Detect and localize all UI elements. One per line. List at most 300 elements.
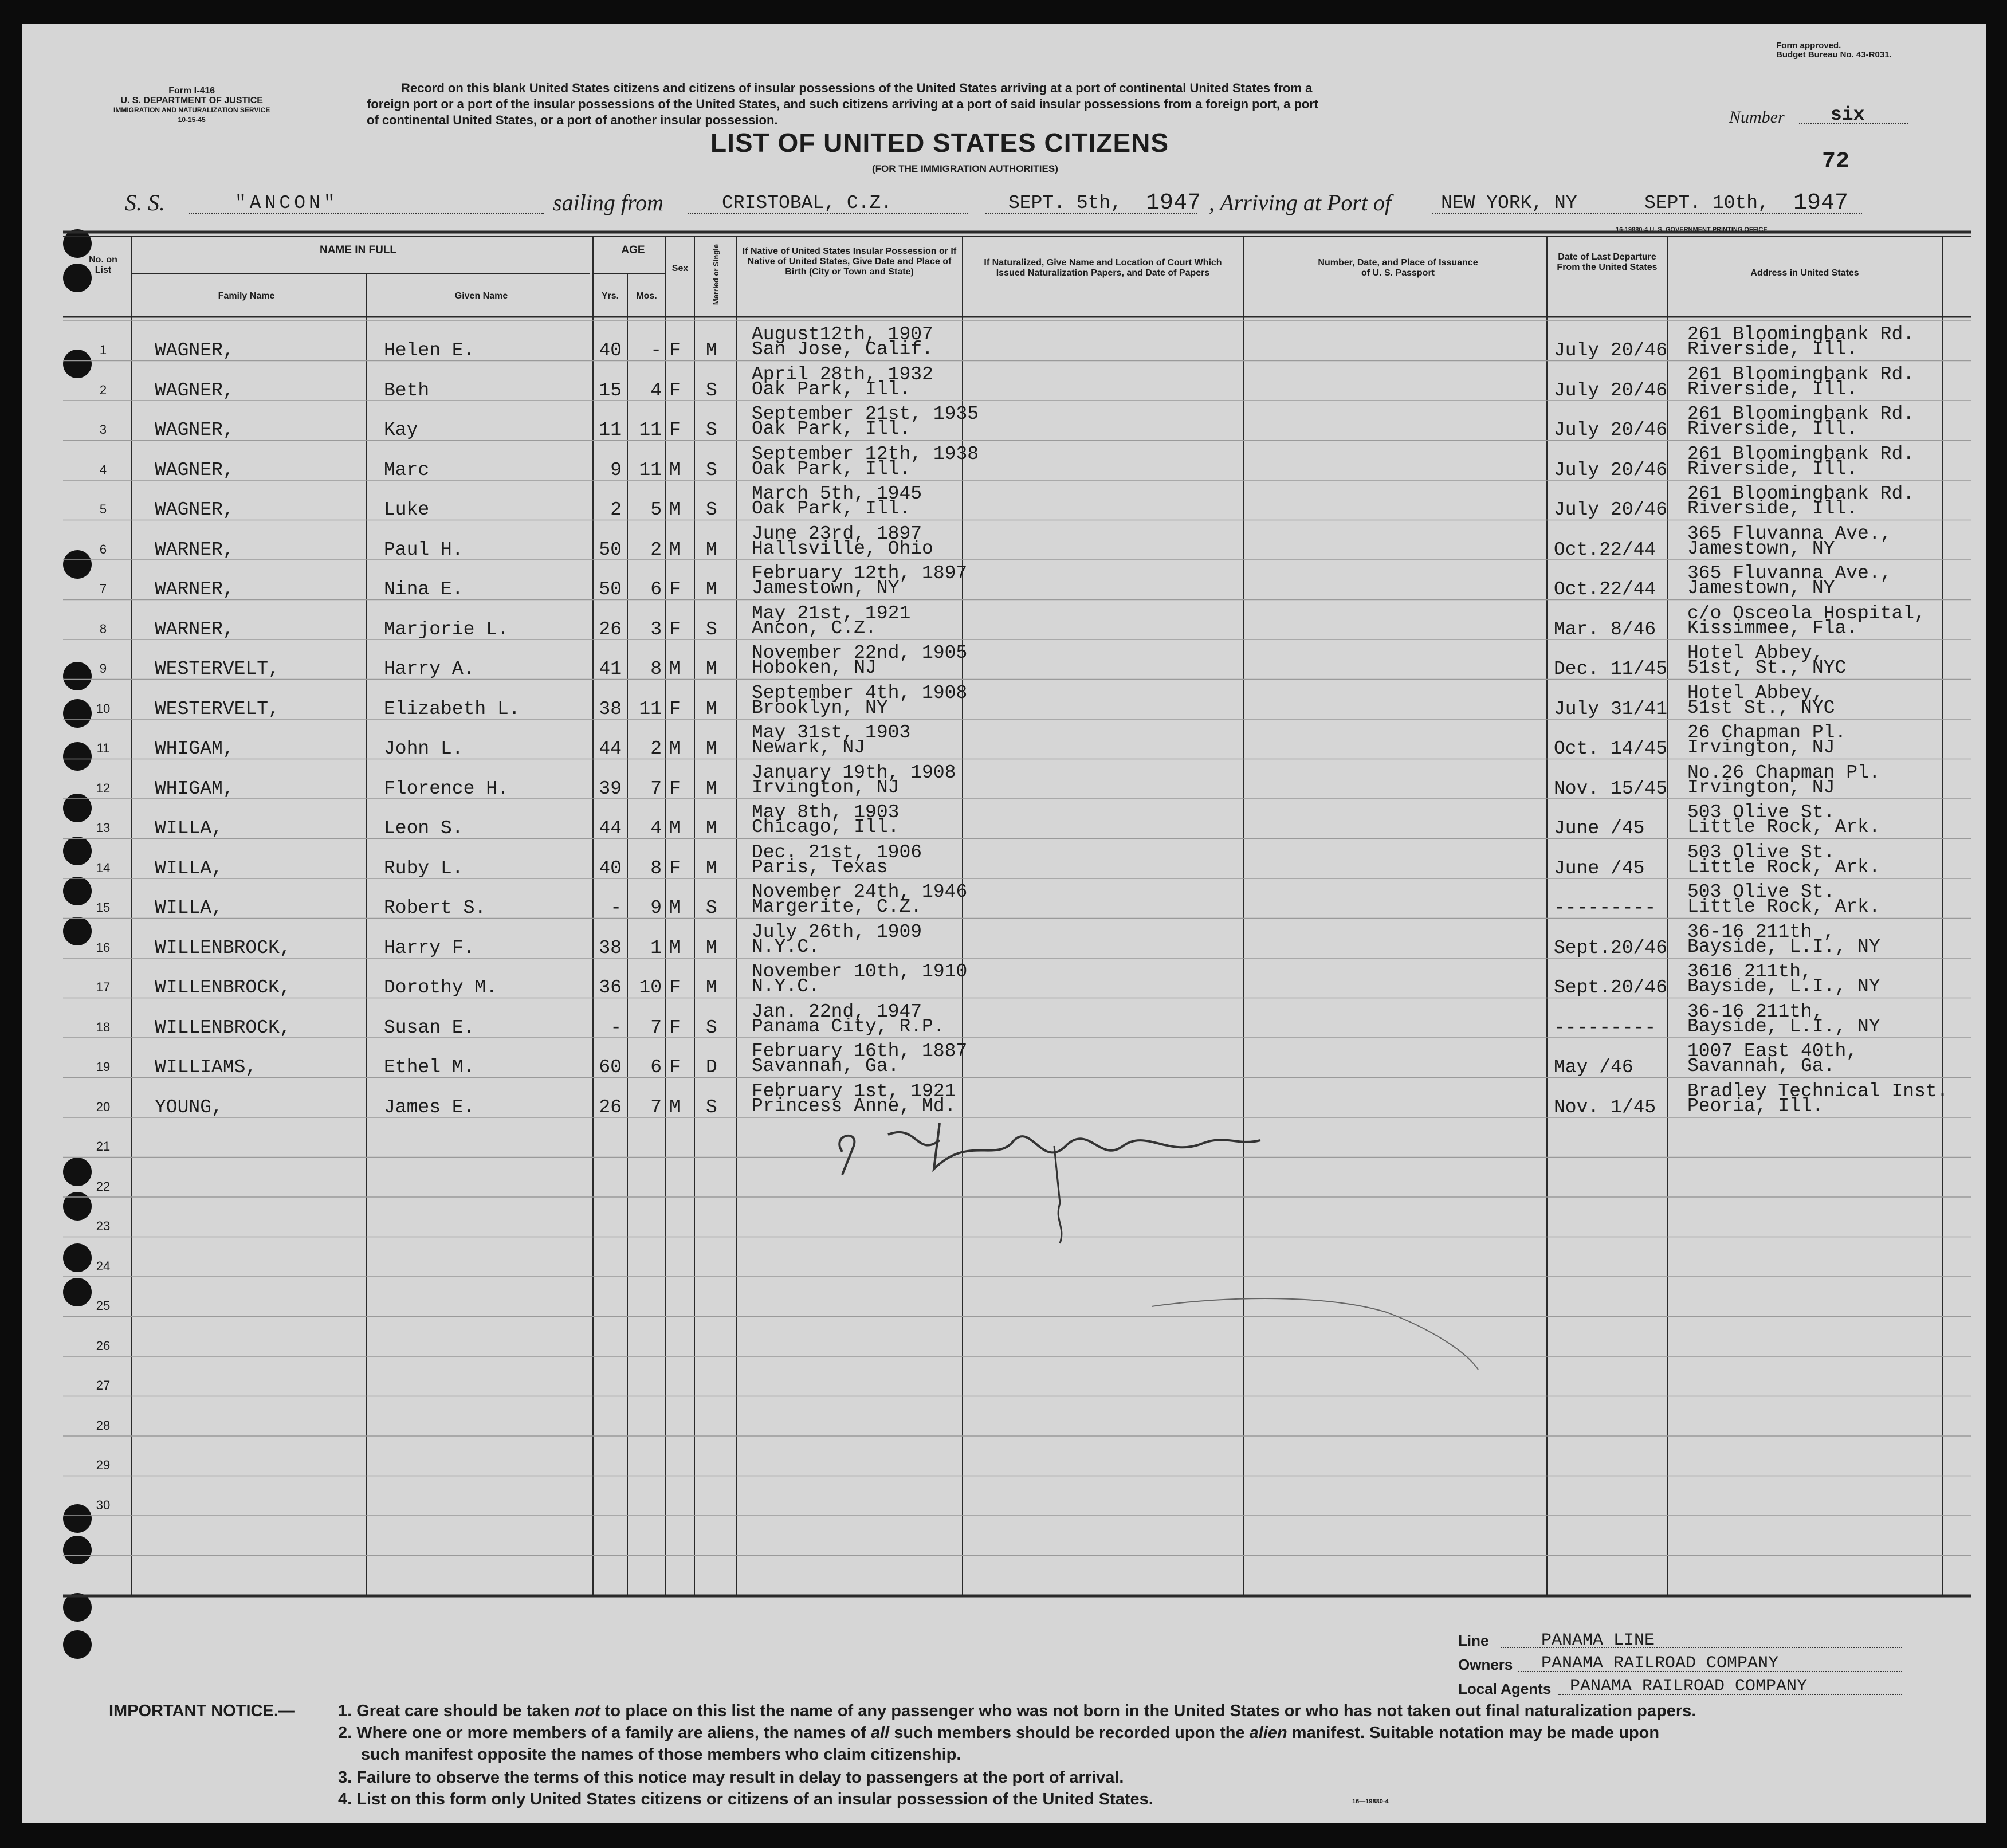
address-line-2: 51st, St., NYC	[1687, 657, 1847, 678]
row-number: 12	[96, 780, 111, 795]
sex: F	[669, 579, 681, 600]
family-name: WILLENBROCK,	[155, 937, 291, 959]
col-name-full: NAME IN FULL	[319, 244, 397, 256]
sailing-label: sailing from	[553, 190, 663, 215]
family-name: WHIGAM,	[155, 778, 234, 799]
form-service: IMMIGRATION AND NATURALIZATION SERVICE	[113, 106, 270, 114]
last-departure: July 31/41	[1554, 698, 1668, 720]
line-label: Line	[1458, 1632, 1489, 1649]
marital-status: D	[706, 1057, 717, 1078]
birth-place: Oak Park, Ill.	[752, 418, 911, 440]
family-name: WARNER,	[155, 618, 234, 640]
birth-place: N.Y.C.	[752, 936, 820, 958]
form-date: 10-15-45	[178, 116, 206, 124]
age-months: 4	[650, 379, 662, 401]
row-number: 7	[99, 582, 107, 596]
sex: F	[669, 379, 681, 401]
given-name: Helen E.	[384, 340, 475, 361]
family-name: WILLENBROCK,	[155, 1017, 291, 1038]
address-line-1: 36-16 211th ,	[1687, 921, 1835, 943]
sex: F	[669, 1017, 681, 1038]
notice-item-4: 4. List on this form only United States citizens or citizens of an insular possession of the United States.	[338, 1790, 1153, 1808]
age-years: 44	[599, 818, 622, 839]
row-number: 4	[99, 462, 107, 477]
owners-rule	[1518, 1671, 1902, 1672]
row-number: 20	[96, 1099, 111, 1114]
age-months: 4	[650, 818, 662, 839]
last-departure: Sept.20/46	[1554, 977, 1668, 998]
marital-status: S	[706, 379, 717, 401]
birth-date: November 24th, 1946	[752, 881, 968, 903]
address-line-1: Hotel Abbey,	[1687, 642, 1824, 664]
last-departure: ---------	[1554, 1017, 1656, 1038]
notice-item-2: 2. Where one or more members of a family are aliens, the names of all such members should be recorded upon the alien manifest. Suitable notation may be made upon	[338, 1724, 1660, 1742]
last-departure: Sept.20/46	[1554, 937, 1668, 959]
last-departure: Oct. 14/45	[1554, 738, 1668, 759]
age-months: 8	[650, 857, 662, 879]
age-years: 15	[599, 379, 622, 401]
given-name: Marc	[384, 459, 430, 481]
birth-place: Oak Park, Ill.	[752, 498, 911, 519]
given-name: Susan E.	[384, 1017, 475, 1038]
owners-label: Owners	[1458, 1656, 1513, 1673]
given-name: Dorothy M.	[384, 977, 498, 998]
agents-rule	[1558, 1694, 1902, 1695]
family-name: WAGNER,	[155, 379, 234, 401]
address-line-2: Jamestown, NY	[1687, 578, 1835, 599]
family-name: WARNER,	[155, 539, 234, 560]
instruction-line-3: of continental United States, or a port of another insular possession.	[367, 113, 778, 127]
age-years: 40	[599, 340, 622, 361]
address-line-1: 36-16 211th,	[1687, 1000, 1824, 1022]
address-line-1: 365 Fluvanna Ave.,	[1687, 563, 1892, 584]
notice-label: IMPORTANT NOTICE.—	[109, 1702, 295, 1720]
last-departure: ---------	[1554, 897, 1656, 919]
birth-date: November 22nd, 1905	[752, 642, 968, 664]
birth-place: Oak Park, Ill.	[752, 378, 911, 400]
sex: F	[669, 857, 681, 879]
birth-date: July 26th, 1909	[752, 921, 922, 943]
row-number: 15	[96, 900, 111, 915]
birth-place: Irvington, NJ	[752, 776, 900, 798]
family-name: WESTERVELT,	[155, 658, 280, 680]
row-number: 11	[96, 741, 110, 755]
birth-place: Jamestown, NY	[752, 578, 900, 599]
notice-item-3: 3. Failure to observe the terms of this notice may result in delay to passengers at the port of arrival.	[338, 1768, 1124, 1787]
given-name: Paul H.	[384, 539, 464, 560]
address-line-1: 365 Fluvanna Ave.,	[1687, 523, 1892, 544]
birth-place: Panama City, R.P.	[752, 1015, 945, 1037]
last-departure: Nov. 1/45	[1554, 1096, 1656, 1118]
row-number: 26	[96, 1338, 111, 1353]
last-departure: July 20/46	[1554, 459, 1668, 481]
birth-date: Jan. 22nd, 1947	[752, 1000, 922, 1022]
age-months: 11	[639, 459, 662, 481]
age-years: 44	[599, 738, 622, 759]
address-line-2: Kissimmee, Fla.	[1687, 617, 1858, 639]
age-years: 41	[599, 658, 622, 680]
row-number: 17	[96, 980, 111, 994]
address-line-1: 261 Bloomingbank Rd.	[1687, 483, 1915, 504]
last-departure: July 20/46	[1554, 379, 1668, 401]
address-line-1: 26 Chapman Pl.	[1687, 722, 1847, 743]
given-name: Florence H.	[384, 778, 509, 799]
sex: F	[669, 977, 681, 998]
birth-date: September 4th, 1908	[752, 682, 968, 704]
last-departure: July 20/46	[1554, 340, 1668, 361]
address-line-1: 261 Bloomingbank Rd.	[1687, 363, 1915, 385]
last-departure: Nov. 15/45	[1554, 778, 1668, 799]
address-line-2: Riverside, Ill.	[1687, 378, 1858, 400]
last-departure: Dec. 11/45	[1554, 658, 1668, 680]
age-months: 11	[639, 698, 662, 720]
sex: M	[669, 738, 681, 759]
document-title: LIST OF UNITED STATES CITIZENS	[710, 128, 1169, 158]
instruction-line-2: foreign port or a port of the insular possessions of the United States, and such citizens arriving at a port of said insular possessions from a foreign port, a port	[367, 97, 1319, 111]
row-number: 8	[99, 621, 107, 636]
agents-label: Local Agents	[1458, 1680, 1552, 1697]
family-name: WILLA,	[155, 857, 223, 879]
sex: M	[669, 539, 681, 560]
owners-value: PANAMA RAILROAD COMPANY	[1541, 1654, 1779, 1673]
given-name: Robert S.	[384, 897, 486, 919]
col-mos: Mos.	[636, 291, 657, 301]
birth-date: February 1st, 1921	[752, 1080, 956, 1102]
gpo-note: 16-19880-4 U. S. GOVERNMENT PRINTING OFFICE	[1616, 226, 1768, 233]
given-name: Ethel M.	[384, 1057, 475, 1078]
row-number: 29	[96, 1458, 111, 1472]
age-months: 3	[650, 618, 662, 640]
given-name: James E.	[384, 1096, 475, 1118]
ss-label: S. S.	[125, 190, 165, 215]
address-line-2: Bayside, L.I., NY	[1687, 976, 1880, 997]
birth-date: June 23rd, 1897	[752, 523, 922, 544]
address-line-2: Irvington, NJ	[1687, 776, 1835, 798]
age-years: 26	[599, 618, 622, 640]
sex: M	[669, 459, 681, 481]
marital-status: S	[706, 1096, 717, 1118]
age-years: 26	[599, 1096, 622, 1118]
given-name: Beth	[384, 379, 430, 401]
sex: M	[669, 818, 681, 839]
line-rule	[1501, 1647, 1902, 1648]
age-months: 5	[650, 499, 662, 520]
address-line-1: 503 Olive St.	[1687, 802, 1835, 823]
row-number: 27	[96, 1378, 111, 1392]
birth-place: Chicago, Ill.	[752, 817, 900, 838]
age-years: 36	[599, 977, 622, 998]
birth-place: San Jose, Calif.	[752, 339, 933, 360]
col-sex: Sex	[671, 264, 689, 273]
sailing-date: SEPT. 5th,	[1008, 193, 1122, 214]
birth-date: May 31st, 1903	[752, 722, 911, 743]
age-months: 7	[650, 1096, 662, 1118]
marital-status: S	[706, 419, 717, 441]
arrival-year: 1947	[1793, 190, 1849, 216]
row-number: 24	[96, 1258, 111, 1273]
marital-status: M	[706, 857, 717, 879]
address-line-2: Little Rock, Ark.	[1687, 817, 1880, 838]
col-given-name: Given Name	[454, 291, 508, 301]
family-name: WILLIAMS,	[155, 1057, 257, 1078]
marital-status: M	[706, 977, 717, 998]
sex: M	[669, 1096, 681, 1118]
row-number: 9	[99, 661, 107, 676]
family-name: WAGNER,	[155, 419, 234, 441]
birth-place: Margerite, C.Z.	[752, 896, 922, 917]
birth-date: August12th, 1907	[752, 324, 933, 345]
form-department: U. S. DEPARTMENT OF JUSTICE	[120, 96, 263, 105]
age-years: 50	[599, 539, 622, 560]
given-name: Luke	[384, 499, 430, 520]
col-address: Address in United States	[1750, 268, 1859, 278]
birth-date: September 12th, 1938	[752, 443, 979, 465]
marital-status: M	[706, 738, 717, 759]
address-line-1: 261 Bloomingbank Rd.	[1687, 403, 1915, 425]
sex: M	[669, 658, 681, 680]
sex: M	[669, 499, 681, 520]
marital-status: M	[706, 579, 717, 600]
birth-date: November 10th, 1910	[752, 961, 968, 982]
birth-date: September 21st, 1935	[752, 403, 979, 425]
form-number: Form I-416	[168, 86, 215, 96]
address-line-1: c/o Osceola Hospital,	[1687, 602, 1926, 624]
age-years: 38	[599, 698, 622, 720]
address-line-2: Irvington, NJ	[1687, 737, 1835, 758]
age-months: 9	[650, 897, 662, 919]
family-name: WAGNER,	[155, 499, 234, 520]
address-line-2: Little Rock, Ark.	[1687, 896, 1880, 917]
marital-status: S	[706, 897, 717, 919]
row-number: 1	[99, 343, 107, 357]
row-number: 14	[96, 860, 111, 875]
last-departure: July 20/46	[1554, 499, 1668, 520]
sex: F	[669, 618, 681, 640]
given-name: Kay	[384, 419, 418, 441]
age-months: 2	[650, 539, 662, 560]
row-number: 10	[96, 701, 111, 716]
address-line-1: 503 Olive St.	[1687, 841, 1835, 863]
age-months: -	[650, 340, 662, 361]
row-number: 25	[96, 1298, 111, 1313]
sex: F	[669, 778, 681, 799]
address-line-2: Bayside, L.I., NY	[1687, 1015, 1880, 1037]
address-line-1: 3616 211th,	[1687, 961, 1812, 982]
birth-date: March 5th, 1945	[752, 483, 922, 504]
arriving-label: , Arriving at Port of	[1209, 190, 1392, 215]
row-number: 21	[96, 1139, 111, 1153]
row-number: 2	[99, 382, 107, 397]
arrival-date: SEPT. 10th,	[1644, 193, 1769, 214]
age-months: 7	[650, 1017, 662, 1038]
last-departure: Oct.22/44	[1554, 539, 1656, 560]
sex: F	[669, 1057, 681, 1078]
address-line-1: 261 Bloomingbank Rd.	[1687, 443, 1915, 465]
family-name: WHIGAM,	[155, 738, 234, 759]
age-months: 7	[650, 778, 662, 799]
approval-line-1: Form approved.	[1776, 41, 1841, 50]
pencil-mark	[1146, 1272, 1490, 1387]
family-name: YOUNG,	[155, 1096, 223, 1118]
row-number: 5	[99, 502, 107, 516]
age-years: 50	[599, 579, 622, 600]
given-name: John L.	[384, 738, 464, 759]
form-code: 16—19880-4	[1352, 1798, 1389, 1805]
notice-item-2-cont: such manifest opposite the names of those members who claim citizenship.	[361, 1745, 961, 1764]
row-number: 13	[96, 821, 111, 835]
row-number: 3	[99, 422, 107, 437]
address-line-2: Bayside, L.I., NY	[1687, 936, 1880, 958]
birth-date: April 28th, 1932	[752, 363, 933, 385]
given-name: Nina E.	[384, 579, 464, 600]
birth-place: Ancon, C.Z.	[752, 617, 877, 639]
col-married-single: Married or Single	[712, 244, 720, 305]
address-line-2: Peoria, Ill.	[1687, 1095, 1824, 1117]
row-number: 28	[96, 1418, 111, 1433]
birth-date: Dec. 21st, 1906	[752, 841, 922, 863]
last-departure: Oct.22/44	[1554, 579, 1656, 600]
age-months: 2	[650, 738, 662, 759]
sailing-port: CRISTOBAL, C.Z.	[722, 193, 893, 214]
row-number: 18	[96, 1019, 111, 1034]
address-line-2: Riverside, Ill.	[1687, 458, 1858, 480]
marital-status: M	[706, 778, 717, 799]
address-line-1: No.26 Chapman Pl.	[1687, 762, 1880, 783]
address-line-1: 503 Olive St.	[1687, 881, 1835, 903]
birth-date: February 12th, 1897	[752, 563, 968, 584]
approval-line-2: Budget Bureau No. 43-R031.	[1776, 50, 1892, 60]
family-name: WAGNER,	[155, 340, 234, 361]
col-family-name: Family Name	[218, 291, 275, 301]
marital-status: M	[706, 340, 717, 361]
last-departure: June /45	[1554, 857, 1645, 879]
age-years: 9	[610, 459, 622, 481]
last-departure: Mar. 8/46	[1554, 618, 1656, 640]
notice-item-1: 1. Great care should be taken not to place on this list the name of any passenger who was not born in the United States or who has not taken out final naturalization papers.	[338, 1702, 1696, 1720]
sex: M	[669, 897, 681, 919]
last-departure: June /45	[1554, 818, 1645, 839]
instruction-line-1: Record on this blank United States citizens and citizens of insular possessions of the United States arriving at a port of continental United States from a	[401, 81, 1313, 95]
last-departure: May /46	[1554, 1057, 1633, 1078]
family-name: WILLENBROCK,	[155, 977, 291, 998]
marital-status: M	[706, 937, 717, 959]
marital-status: M	[706, 658, 717, 680]
col-age: AGE	[621, 244, 645, 256]
marital-status: M	[706, 818, 717, 839]
age-months: 8	[650, 658, 662, 680]
birth-date: May 21st, 1921	[752, 602, 911, 624]
number-label: Number	[1729, 108, 1785, 127]
marital-status: S	[706, 618, 717, 640]
given-name: Leon S.	[384, 818, 464, 839]
birth-place: Hallsville, Ohio	[752, 537, 933, 559]
address-line-2: Jamestown, NY	[1687, 537, 1835, 559]
marital-status: S	[706, 1017, 717, 1038]
marital-status: S	[706, 499, 717, 520]
inspector-signature	[825, 1089, 1283, 1261]
address-line-2: Savannah, Ga.	[1687, 1056, 1835, 1077]
birth-date: February 16th, 1887	[752, 1041, 968, 1062]
birth-place: Hoboken, NJ	[752, 657, 877, 678]
birth-place: Savannah, Ga.	[752, 1056, 900, 1077]
address-line-2: Little Rock, Ark.	[1687, 856, 1880, 878]
birth-place: Princess Anne, Md.	[752, 1095, 956, 1117]
age-years: 60	[599, 1057, 622, 1078]
sex: F	[669, 419, 681, 441]
address-line-1: Hotel Abbey,	[1687, 682, 1824, 704]
age-months: 1	[650, 937, 662, 959]
sex: F	[669, 698, 681, 720]
agents-value: PANAMA RAILROAD COMPANY	[1570, 1677, 1808, 1696]
birth-place: Oak Park, Ill.	[752, 458, 911, 480]
row-number: 30	[96, 1497, 111, 1512]
family-name: WARNER,	[155, 579, 234, 600]
birth-date: January 19th, 1908	[752, 762, 956, 783]
age-years: -	[610, 897, 622, 919]
given-name: Ruby L.	[384, 857, 464, 879]
age-months: 10	[639, 977, 662, 998]
document-subtitle: (FOR THE IMMIGRATION AUTHORITIES)	[872, 163, 1058, 174]
number-value: six	[1831, 104, 1865, 125]
age-years: 40	[599, 857, 622, 879]
birth-place: Paris, Texas	[752, 856, 888, 878]
arrival-port: NEW YORK, NY	[1441, 193, 1577, 214]
age-years: 39	[599, 778, 622, 799]
col-passport: Number, Date, and Place of Issuance of U. S. Passport	[1318, 258, 1478, 278]
address-line-1: Bradley Technical Inst.	[1687, 1080, 1949, 1102]
address-line-1: 261 Bloomingbank Rd.	[1687, 324, 1915, 345]
age-years: 38	[599, 937, 622, 959]
age-years: 2	[610, 499, 622, 520]
family-name: WILLA,	[155, 897, 223, 919]
age-months: 6	[650, 1057, 662, 1078]
family-name: WILLA,	[155, 818, 223, 839]
address-line-2: Riverside, Ill.	[1687, 498, 1858, 519]
given-name: Harry A.	[384, 658, 475, 680]
address-line-2: 51st St., NYC	[1687, 697, 1835, 719]
given-name: Marjorie L.	[384, 618, 509, 640]
address-line-1: 1007 East 40th,	[1687, 1041, 1858, 1062]
given-name: Harry F.	[384, 937, 475, 959]
sailing-year: 1947	[1146, 190, 1201, 216]
line-value: PANAMA LINE	[1541, 1631, 1655, 1650]
family-name: WESTERVELT,	[155, 698, 280, 720]
col-naturalized: If Naturalized, Give Name and Location of Court Which Issued Naturalization Papers, and Date of Papers	[984, 258, 1222, 278]
row-number: 22	[96, 1179, 111, 1194]
marital-status: S	[706, 459, 717, 481]
birth-date: May 8th, 1903	[752, 802, 900, 823]
sex: M	[669, 937, 681, 959]
birth-place: Brooklyn, NY	[752, 697, 888, 719]
birth-place: N.Y.C.	[752, 976, 820, 997]
last-departure: July 20/46	[1554, 419, 1668, 441]
given-name: Elizabeth L.	[384, 698, 520, 720]
address-line-2: Riverside, Ill.	[1687, 418, 1858, 440]
col-birth: If Native of United States Insular Possession or If Native of United States, Give Date and Place of Birth (City or Town and State)	[742, 246, 957, 277]
sex: F	[669, 340, 681, 361]
row-number: 16	[96, 940, 111, 955]
marital-status: M	[706, 539, 717, 560]
age-months: 11	[639, 419, 662, 441]
col-no: No. on List	[89, 255, 117, 275]
age-months: 6	[650, 579, 662, 600]
row-number: 6	[99, 542, 107, 556]
birth-place: Newark, NJ	[752, 737, 866, 758]
marital-status: M	[706, 698, 717, 720]
age-years: -	[610, 1017, 622, 1038]
age-years: 11	[599, 419, 622, 441]
ship-name: "ANCON"	[235, 193, 339, 214]
